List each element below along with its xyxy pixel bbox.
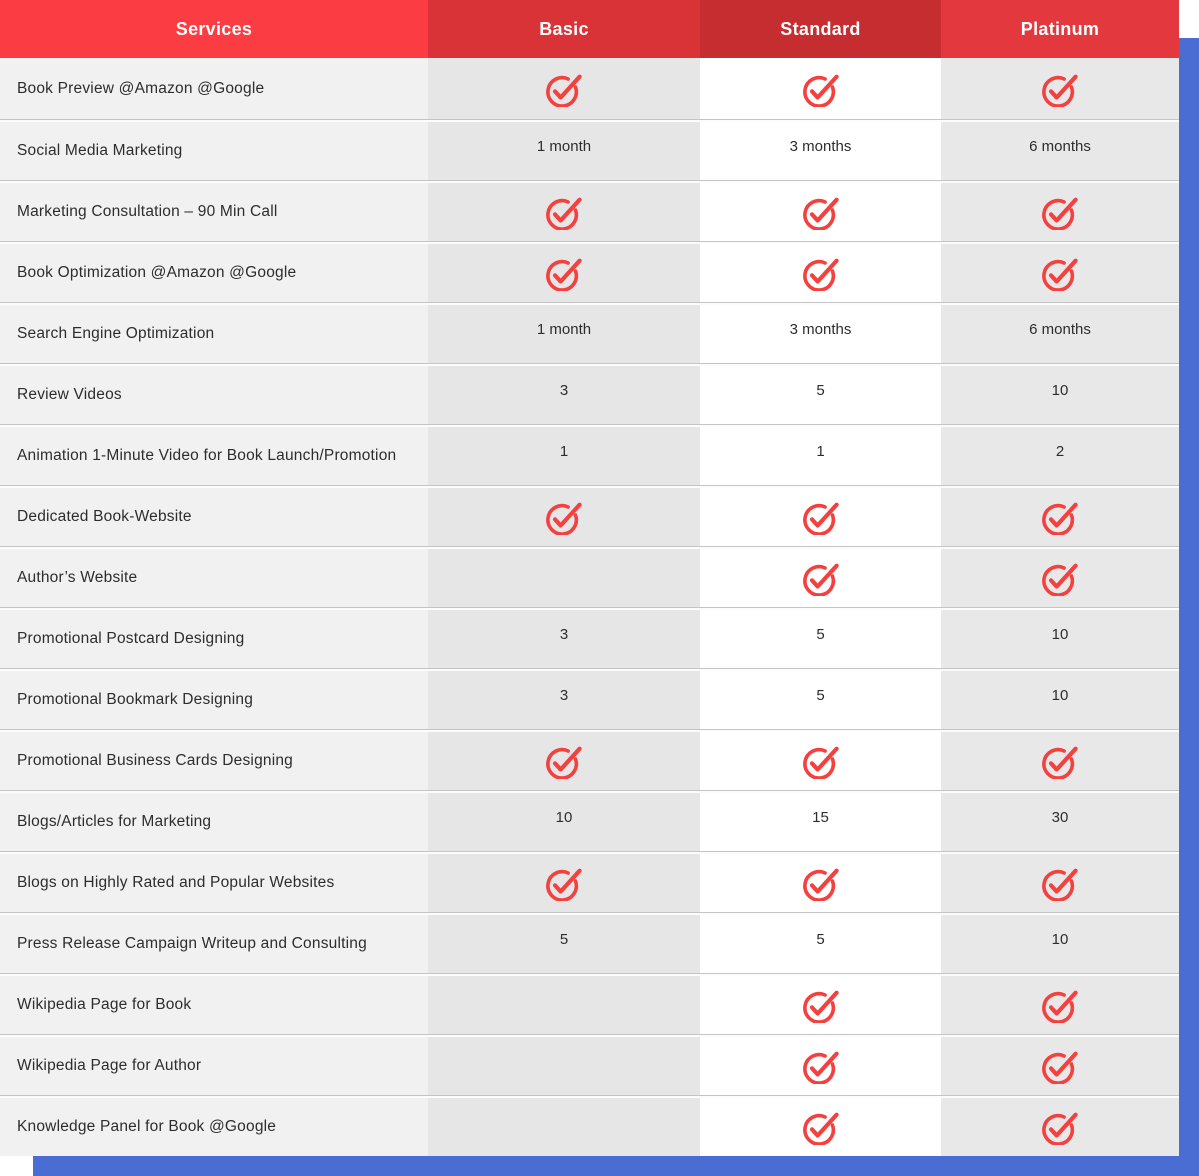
check-circle-icon — [802, 560, 840, 596]
platinum-value-cell — [941, 976, 1179, 1034]
standard-value-cell — [700, 183, 941, 241]
check-circle-icon — [1041, 743, 1079, 779]
table-row — [0, 180, 1179, 241]
table-body — [0, 58, 1179, 1156]
platinum-value: 10 — [1051, 381, 1069, 399]
table-row — [0, 302, 1179, 363]
standard-value: 3 months — [789, 137, 852, 155]
platinum-value-cell — [941, 122, 1179, 180]
column-header-basic: Basic — [428, 0, 700, 58]
service-name: Blogs/Articles for Marketing — [0, 793, 428, 851]
check-circle-icon — [802, 499, 840, 535]
check-circle-icon — [545, 194, 583, 230]
basic-value: 5 — [559, 930, 569, 948]
table-row — [0, 912, 1179, 973]
platinum-value: 2 — [1055, 442, 1065, 460]
platinum-value-cell — [941, 915, 1179, 973]
basic-value-cell — [428, 976, 700, 1034]
check-circle-icon — [545, 255, 583, 291]
standard-value-cell — [700, 1037, 941, 1095]
check-circle-icon — [802, 255, 840, 291]
standard-value-cell — [700, 732, 941, 790]
check-circle-icon — [545, 865, 583, 901]
platinum-value-cell — [941, 244, 1179, 302]
check-circle-icon — [1041, 865, 1079, 901]
check-circle-icon — [545, 71, 583, 107]
service-name: Social Media Marketing — [0, 122, 428, 180]
basic-value-cell — [428, 122, 700, 180]
service-name: Promotional Business Cards Designing — [0, 732, 428, 790]
platinum-value-cell — [941, 610, 1179, 668]
basic-value: 10 — [555, 808, 573, 826]
check-circle-icon — [802, 865, 840, 901]
table-row — [0, 58, 1179, 119]
service-name: Marketing Consultation – 90 Min Call — [0, 183, 428, 241]
basic-value: 1 month — [536, 137, 592, 155]
table-row — [0, 485, 1179, 546]
platinum-value: 10 — [1051, 686, 1069, 704]
platinum-value-cell — [941, 305, 1179, 363]
basic-value-cell — [428, 671, 700, 729]
platinum-value-cell — [941, 732, 1179, 790]
basic-value-cell — [428, 244, 700, 302]
basic-value-cell — [428, 854, 700, 912]
standard-value-cell — [700, 610, 941, 668]
platinum-value-cell — [941, 58, 1179, 119]
standard-value-cell — [700, 793, 941, 851]
standard-value-cell — [700, 671, 941, 729]
check-circle-icon — [1041, 1048, 1079, 1084]
standard-value-cell — [700, 976, 941, 1034]
service-name: Search Engine Optimization — [0, 305, 428, 363]
basic-value-cell — [428, 488, 700, 546]
standard-value-cell — [700, 488, 941, 546]
table-header-row — [0, 0, 1179, 58]
service-name: Promotional Bookmark Designing — [0, 671, 428, 729]
service-name: Animation 1-Minute Video for Book Launch/Promotion — [0, 427, 428, 485]
table-row — [0, 607, 1179, 668]
check-circle-icon — [1041, 987, 1079, 1023]
standard-value: 1 — [816, 442, 825, 460]
standard-value: 3 months — [789, 320, 852, 338]
standard-value: 5 — [816, 930, 825, 948]
basic-value-cell — [428, 549, 700, 607]
service-name: Knowledge Panel for Book @Google — [0, 1098, 428, 1156]
platinum-value-cell — [941, 183, 1179, 241]
service-name: Wikipedia Page for Author — [0, 1037, 428, 1095]
standard-value-cell — [700, 427, 941, 485]
table-row — [0, 363, 1179, 424]
basic-value-cell — [428, 183, 700, 241]
service-name: Wikipedia Page for Book — [0, 976, 428, 1034]
service-name: Blogs on Highly Rated and Popular Websites — [0, 854, 428, 912]
basic-value: 1 — [559, 442, 569, 460]
service-name: Book Optimization @Amazon @Google — [0, 244, 428, 302]
check-circle-icon — [1041, 255, 1079, 291]
check-circle-icon — [1041, 560, 1079, 596]
standard-value-cell — [700, 854, 941, 912]
platinum-value: 6 months — [1029, 320, 1091, 338]
check-circle-icon — [1041, 1109, 1079, 1145]
check-circle-icon — [545, 499, 583, 535]
check-circle-icon — [545, 743, 583, 779]
basic-value-cell — [428, 1098, 700, 1156]
check-circle-icon — [802, 743, 840, 779]
basic-value-cell — [428, 427, 700, 485]
check-circle-icon — [802, 987, 840, 1023]
basic-value-cell — [428, 732, 700, 790]
check-circle-icon — [802, 194, 840, 230]
column-header-services: Services — [0, 0, 428, 58]
platinum-value-cell — [941, 1037, 1179, 1095]
standard-value: 5 — [816, 625, 825, 643]
service-name: Book Preview @Amazon @Google — [0, 58, 428, 119]
basic-value-cell — [428, 793, 700, 851]
column-header-platinum: Platinum — [941, 0, 1179, 58]
basic-value: 3 — [559, 625, 569, 643]
service-name: Press Release Campaign Writeup and Consulting — [0, 915, 428, 973]
check-circle-icon — [1041, 71, 1079, 107]
platinum-value: 30 — [1051, 808, 1069, 826]
table-row — [0, 424, 1179, 485]
basic-value-cell — [428, 58, 700, 119]
table-row — [0, 790, 1179, 851]
table-row — [0, 851, 1179, 912]
standard-value-cell — [700, 915, 941, 973]
check-circle-icon — [1041, 499, 1079, 535]
table-row — [0, 119, 1179, 180]
basic-value-cell — [428, 366, 700, 424]
service-name: Promotional Postcard Designing — [0, 610, 428, 668]
column-header-standard: Standard — [700, 0, 941, 58]
platinum-value-cell — [941, 1098, 1179, 1156]
basic-value: 3 — [559, 381, 569, 399]
standard-value: 15 — [812, 808, 829, 826]
platinum-value: 10 — [1051, 930, 1069, 948]
platinum-value-cell — [941, 549, 1179, 607]
basic-value-cell — [428, 305, 700, 363]
platinum-value: 10 — [1051, 625, 1069, 643]
standard-value-cell — [700, 549, 941, 607]
basic-value-cell — [428, 915, 700, 973]
table-row — [0, 668, 1179, 729]
basic-value: 3 — [559, 686, 569, 704]
basic-value-cell — [428, 610, 700, 668]
table-row — [0, 1034, 1179, 1095]
check-circle-icon — [1041, 194, 1079, 230]
table-row — [0, 241, 1179, 302]
standard-value: 5 — [816, 381, 825, 399]
standard-value-cell — [700, 1098, 941, 1156]
check-circle-icon — [802, 71, 840, 107]
service-name: Dedicated Book-Website — [0, 488, 428, 546]
standard-value-cell — [700, 366, 941, 424]
standard-value: 5 — [816, 686, 825, 704]
service-name: Review Videos — [0, 366, 428, 424]
platinum-value-cell — [941, 366, 1179, 424]
standard-value-cell — [700, 58, 941, 119]
table-row — [0, 1095, 1179, 1156]
standard-value-cell — [700, 122, 941, 180]
standard-value-cell — [700, 244, 941, 302]
table-row — [0, 729, 1179, 790]
platinum-value-cell — [941, 854, 1179, 912]
standard-value-cell — [700, 305, 941, 363]
check-circle-icon — [802, 1109, 840, 1145]
basic-value-cell — [428, 1037, 700, 1095]
platinum-value: 6 months — [1029, 137, 1091, 155]
table-row — [0, 546, 1179, 607]
platinum-value-cell — [941, 488, 1179, 546]
service-name: Author’s Website — [0, 549, 428, 607]
platinum-value-cell — [941, 671, 1179, 729]
platinum-value-cell — [941, 427, 1179, 485]
platinum-value-cell — [941, 793, 1179, 851]
table-row — [0, 973, 1179, 1034]
check-circle-icon — [802, 1048, 840, 1084]
basic-value: 1 month — [536, 320, 592, 338]
